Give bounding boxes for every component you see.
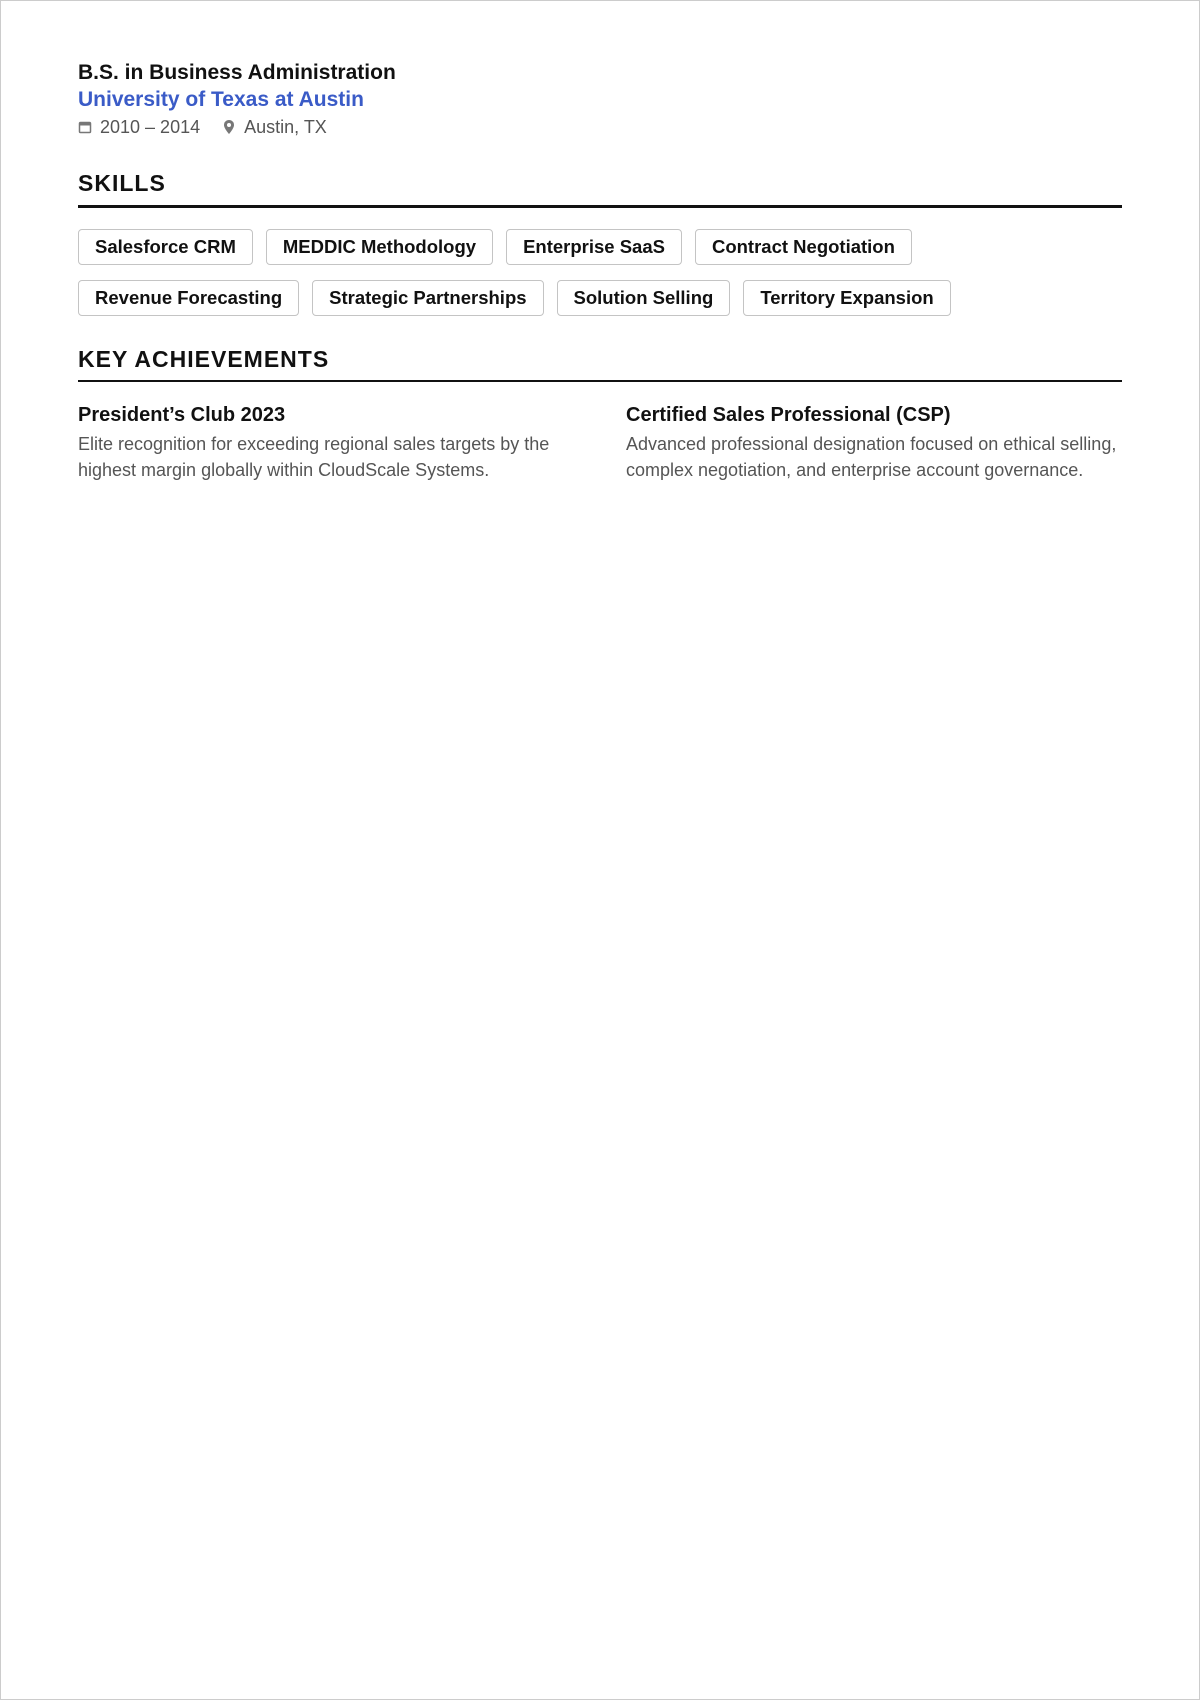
achievement-description: Elite recognition for exceeding regional sales targets by the highest margin globally within CloudScale Systems. [78, 434, 550, 480]
degree-title: B.S. in Business Administration [78, 61, 396, 84]
location-text: Austin, TX [244, 117, 327, 137]
location-pin-icon [222, 119, 236, 135]
skill-chip: MEDDIC Methodology [266, 229, 493, 265]
skill-chip: Solution Selling [557, 280, 731, 316]
skill-chip: Revenue Forecasting [78, 280, 299, 316]
achievement-title: Certified Sales Professional (CSP) [626, 404, 951, 426]
dates-text: 2010 – 2014 [100, 117, 201, 137]
skill-chip: Enterprise SaaS [506, 229, 682, 265]
skill-chip: Territory Expansion [743, 280, 950, 316]
school-name: University of Texas at Austin [78, 88, 364, 111]
achievement-title: President’s Club 2023 [78, 404, 286, 426]
education-entry [78, 59, 1122, 140]
achievements-list [78, 402, 1122, 483]
achievement-item [78, 402, 574, 483]
education-meta [78, 114, 1122, 140]
calendar-icon [78, 120, 92, 134]
education-dates [78, 114, 200, 140]
skills-list [78, 229, 1128, 316]
skill-chip: Contract Negotiation [695, 229, 912, 265]
skills-heading: SKILLS [78, 168, 1122, 208]
achievement-description: Advanced professional designation focused on ethical selling, complex negotiation, and enterprise account governance. [626, 434, 1117, 480]
achievements-heading: KEY ACHIEVEMENTS [78, 344, 1122, 382]
skill-chip: Strategic Partnerships [312, 280, 543, 316]
achievement-item [626, 402, 1122, 483]
skill-chip: Salesforce CRM [78, 229, 253, 265]
education-location [222, 114, 327, 140]
